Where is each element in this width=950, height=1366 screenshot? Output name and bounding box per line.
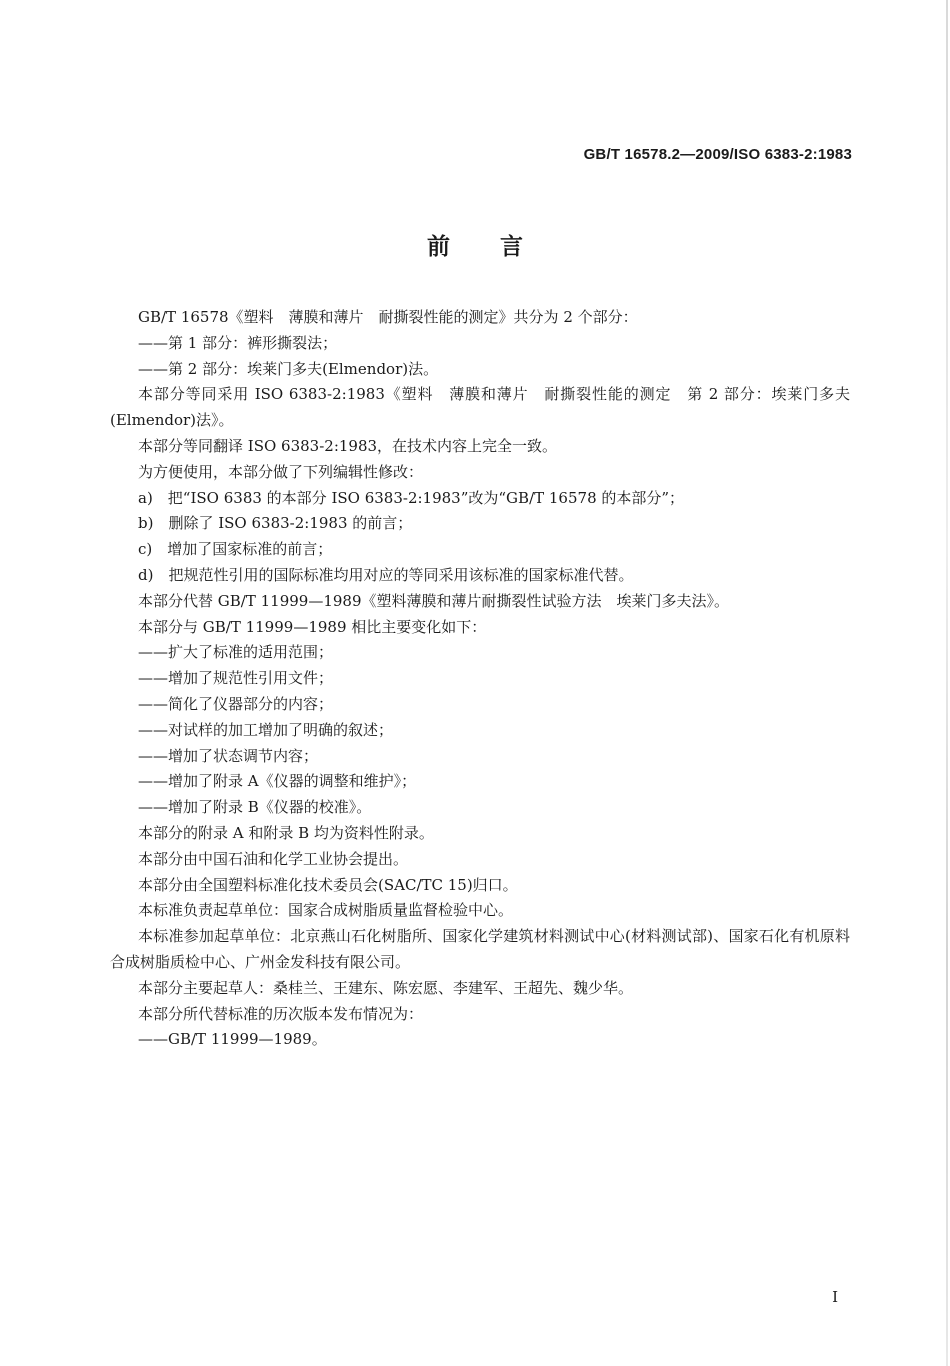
list-item-change-7: ——增加了附录 B《仪器的校准》。	[138, 798, 372, 817]
list-item-history: ——GB/T 11999—1989。	[138, 1030, 327, 1049]
list-item-part1: ——第 1 部分：裤形撕裂法；	[138, 333, 338, 352]
list-item-d: d) 把规范性引用的国际标准均用对应的等同采用该标准的国家标准代替。	[138, 565, 634, 584]
list-item-a: a) 把“ISO 6383 的本部分 ISO 6383-2:1983”改为“GB/T 16578 的本部分”；	[138, 488, 685, 507]
paragraph-edits-intro: 为方便使用，本部分做了下列编辑性修改：	[138, 462, 424, 481]
list-item-b: b) 删除了 ISO 6383-2:1983 的前言；	[138, 514, 413, 533]
list-item-change-6: ——增加了附录 A《仪器的调整和维护》；	[138, 772, 417, 791]
list-item-change-1: ——扩大了标准的适用范围；	[138, 643, 334, 662]
paragraph-adoption: 本部分等同采用 ISO 6383-2:1983《塑料 薄膜和薄片 耐撕裂性能的测定 第 2 部分：埃莱门多夫(Elmendor)法》。	[110, 385, 850, 430]
scan-edge-line	[946, 0, 948, 1366]
standard-number-header: GB/T 16578.2—2009/ISO 6383-2:1983	[583, 146, 852, 163]
list-item-part2: ——第 2 部分：埃莱门多夫(Elmendor)法。	[138, 359, 439, 378]
page-number: I	[832, 1288, 838, 1306]
paragraph-translation: 本部分等同翻译 ISO 6383-2:1983，在技术内容上完全一致。	[138, 436, 558, 455]
paragraph-changes-intro: 本部分与 GB/T 11999—1989 相比主要变化如下：	[138, 617, 487, 636]
paragraph-drafting-unit: 本标准负责起草单位：国家合成树脂质量监督检验中心。	[138, 901, 514, 920]
list-item-change-2: ——增加了规范性引用文件；	[138, 669, 334, 688]
paragraph-participating-units: 本标准参加起草单位：北京燕山石化树脂所、国家化学建筑材料测试中心(材料测试部)、国家石化有机原料合成树脂质检中心、广州金发科技有限公司。	[110, 927, 850, 971]
list-item-c: c) 增加了国家标准的前言；	[138, 540, 333, 559]
paragraph-replaces: 本部分代替 GB/T 11999—1989《塑料薄膜和薄片耐撕裂性试验方法 埃莱门多夫法》。	[138, 591, 729, 610]
list-item-change-3: ——简化了仪器部分的内容；	[138, 694, 334, 713]
paragraph-annexes: 本部分的附录 A 和附录 B 均为资料性附录。	[138, 823, 434, 842]
foreword-body	[110, 305, 850, 1053]
foreword-title: 前言	[427, 234, 573, 260]
paragraph-drafters: 本部分主要起草人：桑桂兰、王建东、陈宏愿、李建军、王超先、魏少华。	[138, 978, 634, 997]
paragraph-history-intro: 本部分所代替标准的历次版本发布情况为：	[138, 1004, 424, 1023]
list-item-change-4: ——对试样的加工增加了明确的叙述；	[138, 720, 394, 739]
paragraph-under-jurisdiction: 本部分由全国塑料标准化技术委员会(SAC/TC 15)归口。	[138, 875, 518, 894]
paragraph-proposed-by: 本部分由中国石油和化学工业协会提出。	[138, 849, 409, 868]
paragraph-intro: GB/T 16578《塑料 薄膜和薄片 耐撕裂性能的测定》共分为 2 个部分：	[138, 308, 638, 326]
list-item-change-5: ——增加了状态调节内容；	[138, 746, 319, 765]
